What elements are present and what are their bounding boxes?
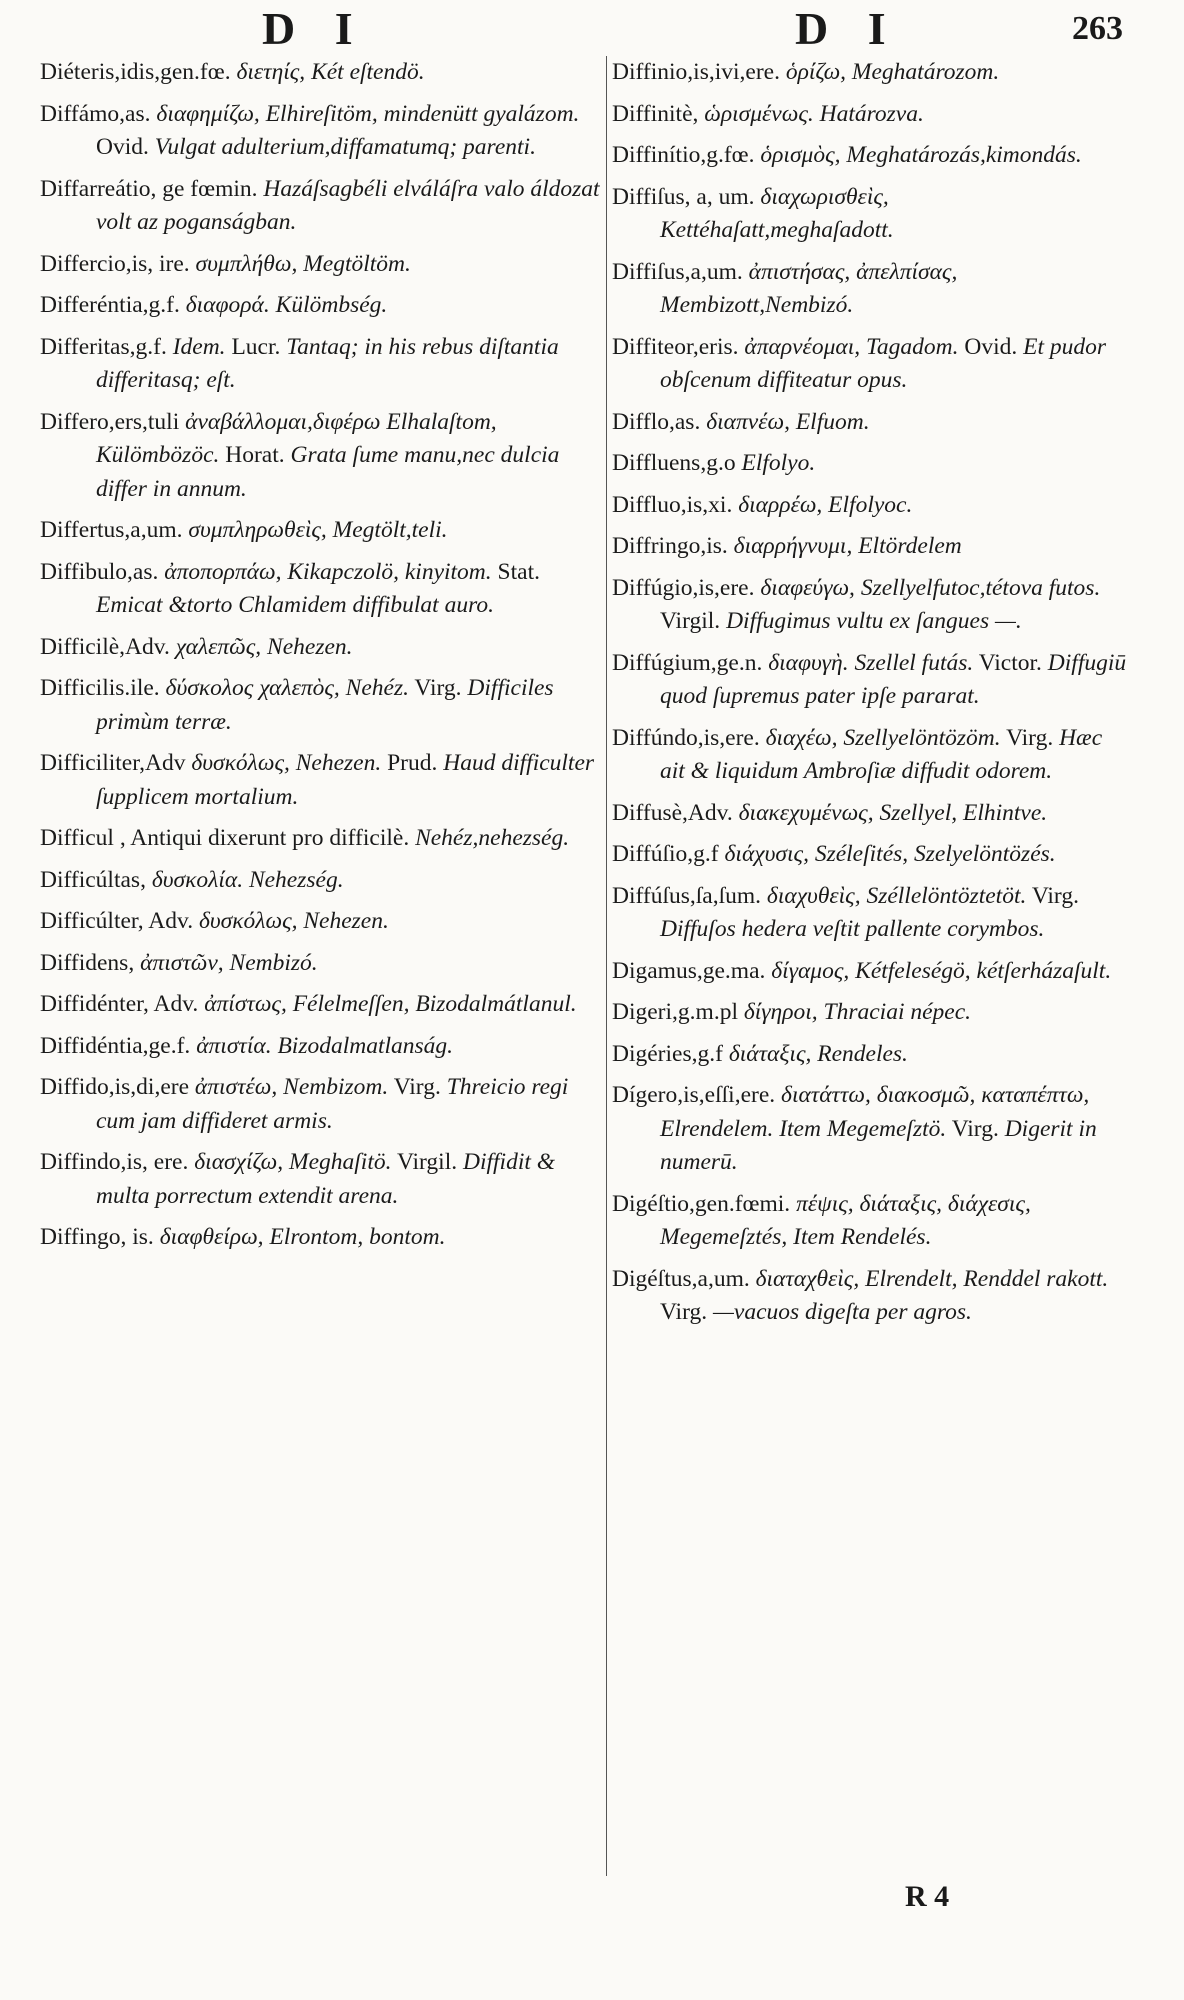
entry-greek: διαφημίζω, [156,100,260,127]
entry-hungarian: Nehéz. [345,675,409,701]
entry-headword: Differo,ers,tuli [40,408,180,435]
dictionary-entry [612,530,1127,564]
dictionary-entry [40,98,605,165]
entry-hungarian: Kikapczolö, kinyitom. [287,558,492,585]
entry-hungarian: Szellel futás. [854,649,974,676]
entry-hungarian: Meghaſitö. [289,1149,392,1175]
entry-headword: Diffluens,g.o [612,450,736,476]
entry-quotation: Et pudor obſcenum diffiteatur opus. [660,333,1107,393]
entry-headword: Diffidens, [40,949,135,976]
dictionary-entry [612,838,1127,872]
entry-greek: συμπληρωθεὶς, [188,517,327,543]
entry-headword: Diffúndo,is,ere. [612,724,760,751]
entry-headword: Difficúltas, [40,866,146,893]
dictionary-entry [612,256,1127,323]
entry-hungarian: Elfuom. [795,408,870,435]
entry-headword: Diffinitè, [612,100,699,127]
entry-headword: Differtus,a,um. [40,517,183,543]
entry-greek: ἀπιστήσας, ἀπελπίσας, [748,258,958,285]
entry-headword: Diffiſus,a,um. [612,258,743,285]
dictionary-entry [612,647,1127,714]
entry-hungarian: Nehezen. [303,908,389,934]
entry-hungarian: Széllelöntöztetöt. [866,882,1027,909]
entry-hungarian: Nehezség. [248,866,344,893]
dictionary-entry [40,289,605,323]
entry-greek: διαρρέω, [738,491,823,518]
entry-greek: διαφεύγω, [760,574,855,601]
entry-headword: Diffinio,is,ivi,ere. [612,59,780,85]
entry-headword: Differitas,g.f. [40,333,167,360]
entry-hungarian: Tagadom. [865,333,959,360]
entry-greek: διαφορά. [185,292,270,318]
entry-greek: διαχυθεὶς, [766,882,861,909]
left-column [40,56,605,1263]
dictionary-entry [40,864,605,898]
entry-hungarian: Rendeles. [817,1040,908,1067]
entry-citation: Prud. [387,750,438,776]
dictionary-entry [612,955,1127,989]
dictionary-entry [40,556,605,623]
entry-citation: Ovid. [964,333,1018,360]
dictionary-entry [612,996,1127,1030]
dictionary-entry [612,447,1127,481]
entry-headword: Difficiliter,Adv [40,750,186,776]
entry-hungarian: Elrontom, bontom. [269,1224,446,1250]
entry-greek: διατάττω, διακοσμῶ, καταπέπτω, [781,1082,1090,1108]
entry-greek: δίγηροι, [743,999,818,1025]
entry-greek: δυσκόλως, [191,750,290,776]
right-column [612,56,1127,1338]
entry-quotation: Diffuſos hedera veſtit pallente corymbos. [660,916,1045,942]
entry-headword: Difficul , Antiqui dixerunt pro difficilè. [40,825,410,851]
entry-greek: δυσκολία. [151,866,244,893]
entry-greek: διαχέω, [765,724,838,751]
dictionary-entry [40,947,605,981]
dictionary-entry [40,905,605,939]
entry-hungarian: Membizott,Nembizó. [660,292,854,318]
entry-hungarian: Nembizó. [229,949,318,976]
entry-hungarian: Szellyelöntözöm. [843,724,1001,751]
entry-greek: διετηίς, [236,59,306,85]
entry-greek: ὁρίζω, [785,59,847,85]
entry-headword: Digamus,ge.ma. [612,957,766,984]
dictionary-entry [40,406,605,507]
entry-citation: Stat. [497,558,540,585]
entry-headword: Diffúſio,g.f [612,841,719,867]
dictionary-entry [612,406,1127,440]
entry-citation: Virg. [1006,724,1054,751]
entry-headword: Digéſtio,gen.fœmi. [612,1190,791,1217]
entry-quotation: Diffugiū quod ſupremus pater ipſe pararat. [660,649,1127,709]
entry-hungarian: Határozva. [819,100,924,127]
entry-hungarian: Széleſités, Szelyelöntözés. [814,841,1056,867]
entry-greek: δυσκόλως, [198,908,298,934]
dictionary-entry [612,722,1127,789]
entry-headword: Diffúgium,ge.n. [612,649,763,676]
entry-headword: Difficúlter, Adv. [40,908,194,934]
entry-headword: Diffámo,as. [40,100,151,127]
dictionary-entry [40,248,605,282]
entry-greek: ὁρισμὸς, [760,142,841,168]
entry-headword: Diéteris,idis,gen.fœ. [40,59,231,85]
entry-headword: Diffluo,is,xi. [612,491,733,518]
entry-quotation: —vacuos digeſta per agros. [713,1299,972,1325]
entry-hungarian: Szellyelfutoc,tétova futos. [860,574,1101,601]
entry-greek: διάχυσις, [724,841,809,867]
entry-greek: διαρρήγνυμι, [733,533,853,559]
entry-greek: ἀναβάλλομαι,διφέρω [185,408,381,435]
entry-headword: Difficilè,Adv. [40,633,170,660]
entry-greek: συμπλήθω, [195,250,298,277]
right-column-header: D I [795,3,900,54]
entry-citation: Virg. [414,675,462,701]
entry-citation: Virgil. [660,608,721,634]
entry-hungarian: Elhireſitöm, mindenütt gyalázom. [265,100,580,127]
dictionary-entry [612,880,1127,947]
entry-hungarian: Meghatározás,kimondás. [846,142,1082,168]
entry-quotation: Tantaq; in his rebus diſtantia differitasq; eſt. [96,333,559,393]
dictionary-entry [612,56,1127,90]
entry-headword: Digéries,g.f [612,1040,723,1067]
dictionary-entry [612,331,1127,398]
entry-hungarian: Két eſtendö. [311,59,425,85]
entry-hungarian: Nehezen. [267,633,353,660]
page-number: 263 [1072,10,1123,47]
dictionary-entry [40,1071,605,1138]
entry-quotation: Haud difficulter ſupplicem mortalium. [96,750,595,810]
entry-greek: ἀπίστως, [204,991,287,1017]
dictionary-entry [612,1263,1127,1330]
entry-headword: Diffibulo,as. [40,558,159,585]
dictionary-entry [612,1079,1127,1180]
entry-headword: Difficilis.ile. [40,675,160,701]
entry-greek: ἀποπορπάω, [164,558,282,585]
entry-quotation: Diffidit & multa porrectum extendit arena. [96,1149,556,1209]
entry-greek: διαταχθεὶς, [755,1265,860,1292]
entry-hungarian: Megtöltöm. [303,250,411,277]
entry-greek: διασχίζω, [194,1149,284,1175]
dictionary-entry [612,572,1127,639]
entry-headword: Diffingo, is. [40,1224,154,1250]
entry-greek: ἀπιστία. [196,1032,272,1059]
entry-quotation: Vulgat adulterium,diffamatumq; parenti. [154,134,536,160]
entry-citation: Lucr. [231,333,281,360]
entry-headword: Diffarreátio, ge fœmin. [40,175,258,202]
entry-hungarian: Meghatározom. [851,59,1000,85]
entry-hungarian: Elfolyo. [741,450,816,476]
entry-quotation: Emicat &torto Chlamidem diffibulat auro. [96,592,494,618]
dictionary-entry [612,1038,1127,1072]
entry-hungarian: Kettéhaſatt,meghaſadott. [660,217,894,243]
entry-hungarian: Hazáſsagbéli elváláſra valo áldozat volt az poganságban. [96,175,600,235]
entry-headword: Diffúſus,ſa,ſum. [612,882,762,909]
entry-greek: ὡρισμένως. [704,100,814,127]
left-column-header: D I [262,3,367,54]
entry-greek: δίγαμος, [771,957,850,984]
page-header [0,0,1184,58]
entry-hungarian: Külömbség. [275,292,388,318]
entry-headword: Diffidéntia,ge.f. [40,1032,191,1059]
dictionary-entry [612,139,1127,173]
entry-hungarian: Nehéz,nehezség. [415,825,570,851]
entry-quotation: Grata ſume manu,nec dulcia differ in annum. [96,442,560,502]
entry-citation: Horat. [225,442,285,468]
entry-greek: διάταξις, [728,1040,812,1067]
entry-hungarian: Kétfeleségö, kétſerházaſult. [855,957,1112,984]
entry-greek: διαχωρισθεὶς, [760,183,889,210]
entry-headword: Diffidénter, Adv. [40,991,199,1017]
entry-greek: χαλεπῶς, [175,633,262,660]
entry-greek: διαφθείρω, [159,1224,264,1250]
dictionary-entry [40,1146,605,1213]
dictionary-entry [40,631,605,665]
entry-greek: διαπνέω, [706,408,790,435]
entry-greek: πέψις, διάταξις, διάχεσις, [796,1190,1031,1217]
entry-headword: Digéſtus,a,um. [612,1265,750,1292]
entry-quotation: Difficiles primùm terræ. [96,675,554,735]
dictionary-entry [612,98,1127,132]
dictionary-entry [612,181,1127,248]
dictionary-entry [40,988,605,1022]
dictionary-entry [40,747,605,814]
entry-greek: ἀπιστέω, [194,1074,278,1100]
entry-quotation: Threicio regi cum jam diffideret armis. [96,1074,569,1134]
entry-hungarian: Megtölt,teli. [332,517,448,543]
entry-hungarian: Elhalaſtom, Külömbözöc. [96,408,497,468]
entry-headword: Diffringo,is. [612,533,728,559]
entry-headword: Differcio,is, ire. [40,250,190,277]
dictionary-entry [40,56,605,90]
entry-headword: Diffúgio,is,ere. [612,574,755,601]
dictionary-entry [40,822,605,856]
entry-hungarian: Bizodalmatlanság. [277,1032,454,1059]
entry-hungarian: Megemeſztés, Item Rendelés. [660,1224,932,1250]
entry-headword: Diffido,is,di,ere [40,1074,190,1100]
entry-hungarian: Elrendelt, Renddel rakott. [865,1265,1109,1292]
entry-citation: Virg. [951,1115,999,1142]
entry-hungarian: Nembizom. [283,1074,389,1100]
entry-greek: ἀπαρνέομαι, [744,333,861,360]
dictionary-entry [612,1188,1127,1255]
entry-citation: Victor. [978,649,1042,676]
entry-citation: Ovid. [96,134,149,160]
entry-greek: ἀπιστῶν, [140,949,224,976]
entry-hungarian: Thraciai népec. [823,999,972,1025]
entry-hungarian: Félelmeſſen, Bizodalmátlanul. [292,991,577,1017]
entry-quotation: Diffugimus vultu ex ſangues —. [726,608,1022,634]
entry-citation: Virg. [1031,882,1079,909]
entry-hungarian: Elfolyoc. [828,491,913,518]
entry-hungarian: Idem. [172,333,226,360]
entry-headword: Dígero,is,eſſi,ere. [612,1082,776,1108]
entry-hungarian: Eltördelem [858,533,962,559]
entry-greek: διακεχυμένως, [738,799,874,826]
dictionary-entry [40,672,605,739]
entry-headword: Diffinítio,g.fœ. [612,142,755,168]
dictionary-entry [40,331,605,398]
entry-hungarian: Nehezen. [295,750,382,776]
entry-greek: διαφυγὴ. [768,649,849,676]
entry-headword: Difflo,as. [612,408,701,435]
entry-hungarian: Szellyel, Elhintve. [879,799,1048,826]
entry-headword: Differéntia,g.f. [40,292,180,318]
dictionary-entry [612,489,1127,523]
entry-headword: Digeri,g.m.pl [612,999,738,1025]
entry-quotation: Digerit in numerū. [660,1115,1097,1175]
entry-citation: Virgil. [396,1149,458,1175]
dictionary-entry [40,1030,605,1064]
entry-headword: Diffindo,is, ere. [40,1149,189,1175]
entry-quotation: Hæc ait & liquidum Ambroſiæ diffudit odorem. [660,724,1103,784]
entry-headword: Diffusè,Adv. [612,799,733,826]
entry-citation: Virg. [660,1299,708,1325]
column-divider [606,56,607,1876]
dictionary-entry [40,514,605,548]
entry-hungarian: Elrendelem. Item Megemeſztö. [660,1115,947,1142]
entry-citation: Virg. [393,1074,441,1100]
dictionary-entry [40,1221,605,1255]
dictionary-entry [612,797,1127,831]
dictionary-entry [40,173,605,240]
entry-headword: Diffiſus, a, um. [612,183,755,210]
signature-mark: R 4 [905,1880,950,1913]
entry-greek: δύσκολος χαλεπὸς, [165,675,340,701]
entry-headword: Diffiteor,eris. [612,333,739,360]
